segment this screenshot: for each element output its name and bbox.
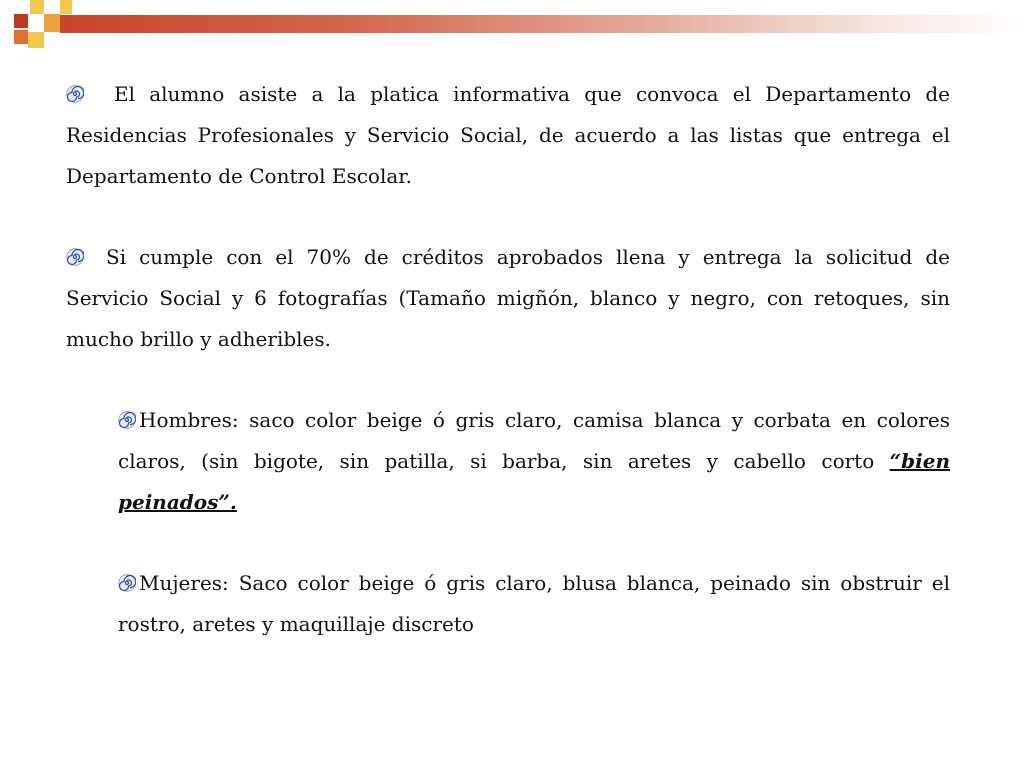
decor-square xyxy=(14,14,28,28)
emphasis-text: “bien peinados”. xyxy=(118,449,950,514)
swirl-bullet-icon xyxy=(118,411,136,429)
decor-square xyxy=(28,32,44,48)
decor-square xyxy=(30,0,44,14)
bullet-item-requirements xyxy=(66,237,950,360)
swirl-bullet-icon xyxy=(66,248,84,266)
decor-square xyxy=(60,0,72,14)
swirl-bullet-icon xyxy=(118,574,136,592)
header-gradient-bar xyxy=(60,15,1024,33)
header-decoration xyxy=(0,0,1024,60)
slide-body xyxy=(66,74,950,645)
bullet-item-attend-talk xyxy=(66,74,950,197)
bullet-item-text: Mujeres: Saco color beige ó gris claro, blusa blanca, peinado sin obstruir el rostro, aretes y maquillaje discreto xyxy=(118,571,950,636)
bullet-item-text: Si cumple con el 70% de créditos aprobados llena y entrega la solicitud de Servicio Social y 6 fotografías (Tamaño migñón, blanco y negro, con retoques, sin mucho brillo y adheribles. xyxy=(66,245,950,351)
sub-bullet-item-men xyxy=(118,400,950,523)
swirl-bullet-icon xyxy=(66,85,84,103)
bullet-item-text: El alumno asiste a la platica informativa que convoca el Departamento de Residencias Profesionales y Servicio Social, de acuerdo a las listas que entrega el Departamento de Control Escolar. xyxy=(66,82,950,188)
decor-square xyxy=(14,30,28,44)
bullet-item-text: Hombres: saco color beige ó gris claro, camisa blanca y corbata en colores claros, (sin bigote, sin patilla, si barba, sin aretes y cabello corto xyxy=(118,408,950,473)
decor-square xyxy=(44,14,60,32)
sub-bullet-item-women xyxy=(118,563,950,645)
